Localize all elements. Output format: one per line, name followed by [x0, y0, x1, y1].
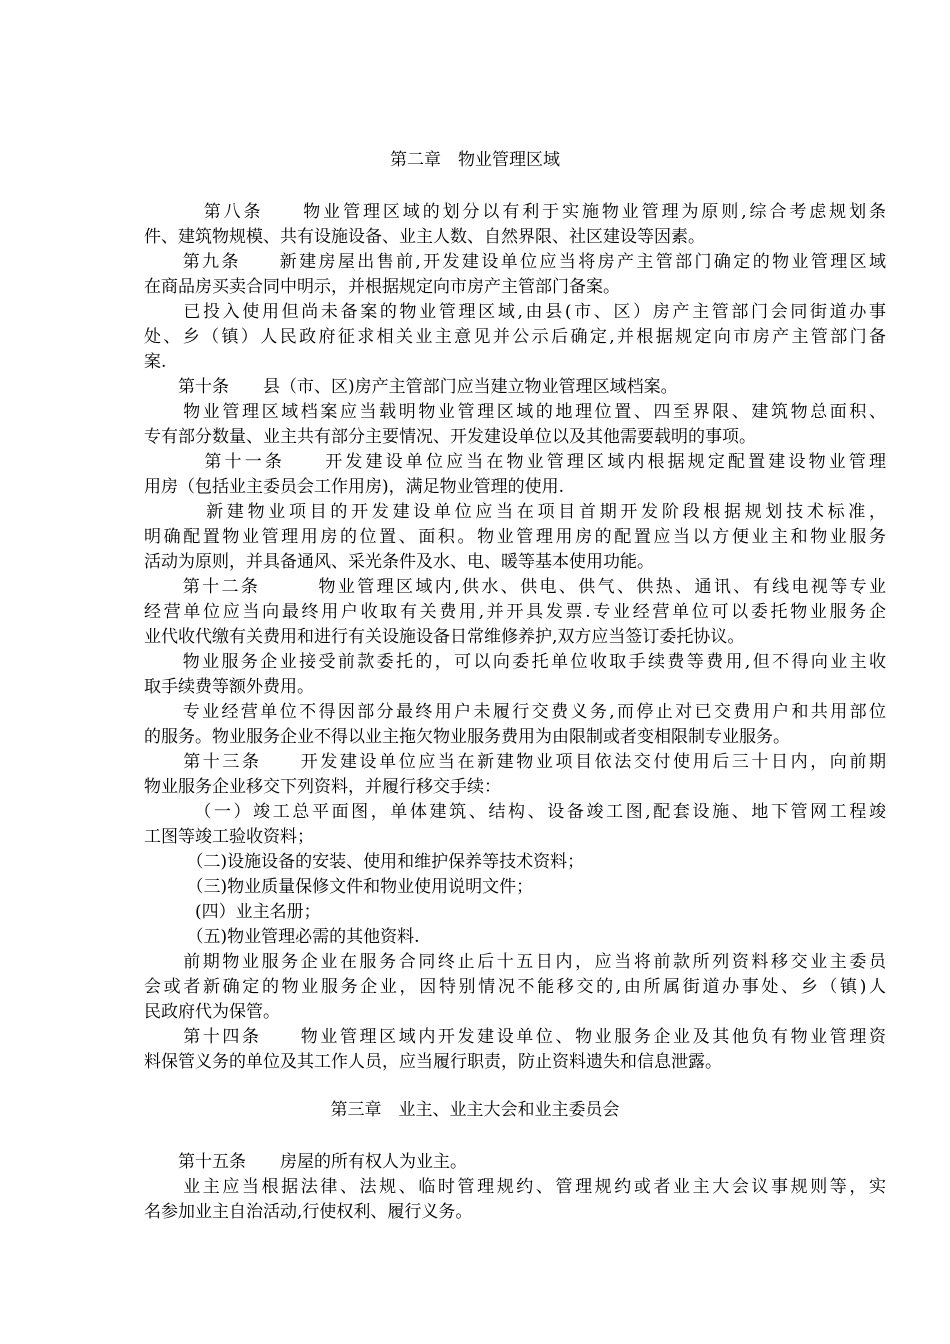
text-line: 前期物业服务企业在服务合同终止后十五日内，应当将前款所列资料移交业主委员: [144, 952, 886, 972]
text-line: 物业服务企业移交下列资料，并履行移交手续：: [144, 777, 501, 797]
text-line: 经营单位应当向最终用户收取有关费用,并开具发票.专业经营单位可以委托物业服务企: [144, 602, 886, 622]
text-line: 的服务。物业服务企业不得以业主拖欠物业服务费用为由限制或者变相限制专业服务。: [144, 727, 790, 747]
text-line: 第十四条 物业管理区域内开发建设单位、物业服务企业及其他负有物业管理资: [144, 1027, 886, 1047]
chapter-2-title: 第二章 物业管理区域: [390, 150, 560, 170]
text-line: (四）业主名册；: [144, 902, 321, 922]
text-line: 件、建筑物规模、共有设施设备、业主人数、自然界限、社区建设等因素。: [144, 227, 705, 247]
text-line: 处、乡（镇）人民政府征求相关业主意见并公示后确定,并根据规定向市房产主管部门备: [144, 327, 886, 347]
text-line: 第八条 物业管理区域的划分以有利于实施物业管理为原则,综合考虑规划条: [144, 202, 886, 222]
text-line: 会或者新确定的物业服务企业，因特别情况不能移交的,由所属街道办事处、乡（镇)人: [144, 977, 886, 997]
text-line: 专有部分数量、业主共有部分主要情况、开发建设单位以及其他需要载明的事项。: [144, 427, 756, 447]
text-line: 活动为原则，并具备通风、采光条件及水、电、暖等基本使用功能。: [144, 552, 654, 572]
text-line: （二)设施设备的安装、使用和维护保养等技术资料；: [144, 852, 585, 872]
text-line: 取手续费等额外费用。: [144, 677, 314, 697]
text-line: 第十三条 开发建设单位应当在新建物业项目依法交付使用后三十日内，向前期: [144, 752, 886, 772]
text-line: 业代收代缴有关费用和进行有关设施设备日常维修养护,双方应当签订委托协议。: [144, 627, 745, 647]
text-line: 第十条 县（市、区)房产主管部门应当建立物业管理区域档案。: [144, 377, 678, 397]
text-line: 已投入使用但尚未备案的物业管理区域,由县(市、区）房产主管部门会同街道办事: [144, 302, 886, 322]
text-line: 案.: [144, 352, 167, 372]
text-line: 在商品房买卖合同中明示，并根据规定向市房产主管部门备案。: [144, 277, 620, 297]
text-line: （五)物业管理必需的其他资料.: [144, 927, 420, 947]
text-line: 名参加业主自治活动,行使权利、履行义务。: [144, 1202, 473, 1222]
text-line: 料保管义务的单位及其工作人员，应当履行职责，防止资料遗失和信息泄露。: [144, 1052, 722, 1072]
text-line: 第十二条 物业管理区域内,供水、供电、供气、供热、通讯、有线电视等专业: [144, 577, 886, 597]
text-line: （一）竣工总平面图，单体建筑、结构、设备竣工图,配套设施、地下管网工程竣: [144, 802, 886, 822]
text-line: 第十五条 房屋的所有权人为业主。: [144, 1152, 467, 1172]
text-line: 用房（包括业主委员会工作用房)，满足物业管理的使用.: [144, 477, 565, 497]
text-line: （三)物业质量保修文件和物业使用说明文件；: [144, 877, 534, 897]
chapter-3-title: 第三章 业主、业主大会和业主委员会: [330, 1100, 620, 1120]
text-line: 新建物业项目的开发建设单位应当在项目首期开发阶段根据规划技术标准，: [144, 502, 886, 522]
text-line: 物业服务企业接受前款委托的，可以向委托单位收取手续费等费用,但不得向业主收: [144, 652, 886, 672]
text-line: 业主应当根据法律、法规、临时管理规约、管理规约或者业主大会议事规则等，实: [144, 1177, 886, 1197]
text-line: 民政府代为保管。: [144, 1002, 280, 1022]
text-line: 第九条 新建房屋出售前,开发建设单位应当将房产主管部门确定的物业管理区域: [144, 252, 886, 272]
text-line: 专业经营单位不得因部分最终用户未履行交费义务,而停止对已交费用户和共用部位: [144, 702, 886, 722]
text-line: 第十一条 开发建设单位应当在物业管理区域内根据规定配置建设物业管理: [144, 452, 886, 472]
text-line: 物业管理区域档案应当载明物业管理区域的地理位置、四至界限、建筑物总面积、: [144, 402, 886, 422]
text-line: 明确配置物业管理用房的位置、面积。物业管理用房的配置应当以方便业主和物业服务: [144, 527, 886, 547]
text-line: 工图等竣工验收资料；: [144, 827, 314, 847]
